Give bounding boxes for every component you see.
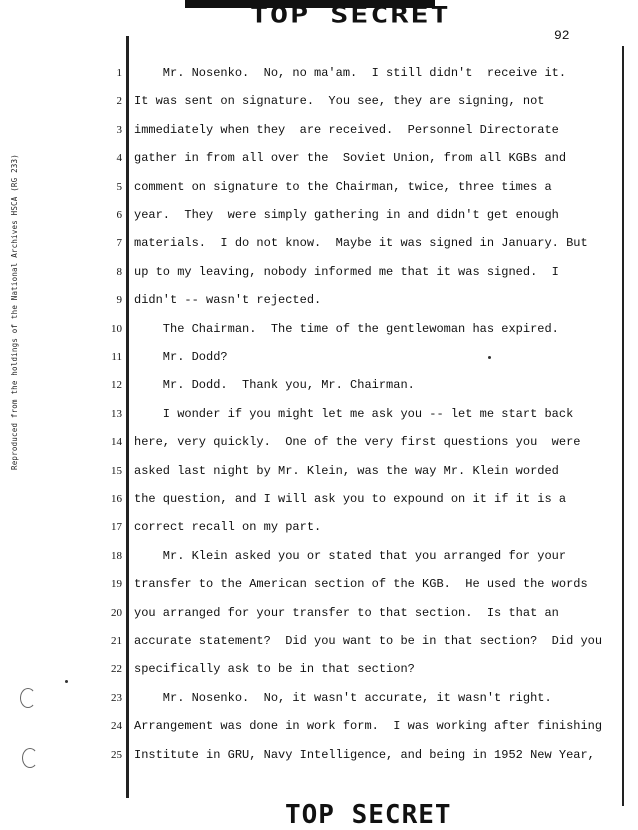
left-margin-rule (126, 36, 129, 798)
transcript-line: asked last night by Mr. Klein, was the way Mr. Klein worded (134, 464, 559, 478)
punch-hole-mark (20, 688, 36, 708)
transcript-line: Arrangement was done in work form. I was working after finishing (134, 719, 603, 733)
transcript-line: accurate statement? Did you want to be in that section? Did you (134, 634, 603, 648)
transcript-line: Mr. Nosenko. No, no ma'am. I still didn't receive it. (134, 66, 567, 80)
transcript-line: didn't -- wasn't rejected. (134, 293, 322, 307)
line-number: 25 (111, 749, 122, 761)
transcript-line: specifically ask to be in that section? (134, 662, 415, 676)
transcript-line: The Chairman. The time of the gentlewoman has expired. (134, 322, 559, 336)
transcript-line: Mr. Nosenko. No, it wasn't accurate, it wasn't right. (134, 691, 552, 705)
classification-header: TOP SECRET (250, 2, 451, 29)
line-number: 1 (116, 67, 122, 79)
line-number: 18 (111, 550, 122, 562)
line-number: 23 (111, 692, 122, 704)
line-number: 24 (111, 720, 122, 732)
line-number: 10 (111, 323, 122, 335)
speck-mark (65, 680, 68, 683)
line-number: 22 (111, 663, 122, 675)
line-number: 19 (111, 578, 122, 590)
line-number: 21 (111, 635, 122, 647)
transcript-line: up to my leaving, nobody informed me that it was signed. I (134, 265, 559, 279)
line-number: 6 (116, 209, 122, 221)
transcript-line: the question, and I will ask you to expound on it if it is a (134, 492, 567, 506)
transcript-line: gather in from all over the Soviet Union, from all KGBs and (134, 151, 567, 165)
transcript-line: correct recall on my part. (134, 520, 322, 534)
line-number: 8 (116, 266, 122, 278)
transcript-line: you arranged for your transfer to that section. Is that an (134, 606, 559, 620)
line-number: 16 (111, 493, 122, 505)
line-number: 7 (116, 237, 122, 249)
line-number: 14 (111, 436, 122, 448)
transcript-line: It was sent on signature. You see, they are signing, not (134, 94, 545, 108)
transcript-line: I wonder if you might let me ask you -- let me start back (134, 407, 574, 421)
line-number: 2 (116, 95, 122, 107)
transcript-line: materials. I do not know. Maybe it was signed in January. But (134, 236, 588, 250)
line-number: 9 (116, 294, 122, 306)
line-number: 13 (111, 408, 122, 420)
archive-side-note: Reproduced from the holdings of the National Archives HSCA (RG 233) (10, 154, 19, 470)
line-number: 17 (111, 521, 122, 533)
transcript-line: Mr. Dodd. Thank you, Mr. Chairman. (134, 378, 415, 392)
transcript-line: transfer to the American section of the KGB. He used the words (134, 577, 588, 591)
speck-mark (488, 356, 491, 359)
transcript-line: comment on signature to the Chairman, twice, three times a (134, 180, 552, 194)
right-margin-rule (622, 46, 624, 806)
transcript-line: Mr. Dodd? (134, 350, 228, 364)
line-number: 5 (116, 181, 122, 193)
line-number: 15 (111, 465, 122, 477)
transcript-line: year. They were simply gathering in and didn't get enough (134, 208, 559, 222)
transcript-line: Institute in GRU, Navy Intelligence, and being in 1952 New Year, (134, 748, 595, 762)
line-number: 20 (111, 607, 122, 619)
line-number: 3 (116, 124, 122, 136)
line-number: 12 (111, 379, 122, 391)
transcript-line: Mr. Klein asked you or stated that you arranged for your (134, 549, 567, 563)
line-number: 11 (111, 351, 122, 363)
transcript-line: here, very quickly. One of the very first questions you were (134, 435, 581, 449)
transcript-line: immediately when they are received. Personnel Directorate (134, 123, 559, 137)
punch-hole-mark (22, 748, 38, 768)
page-number: 92 (554, 28, 570, 43)
classification-footer: TOP SECRET (285, 800, 452, 830)
line-number: 4 (116, 152, 122, 164)
